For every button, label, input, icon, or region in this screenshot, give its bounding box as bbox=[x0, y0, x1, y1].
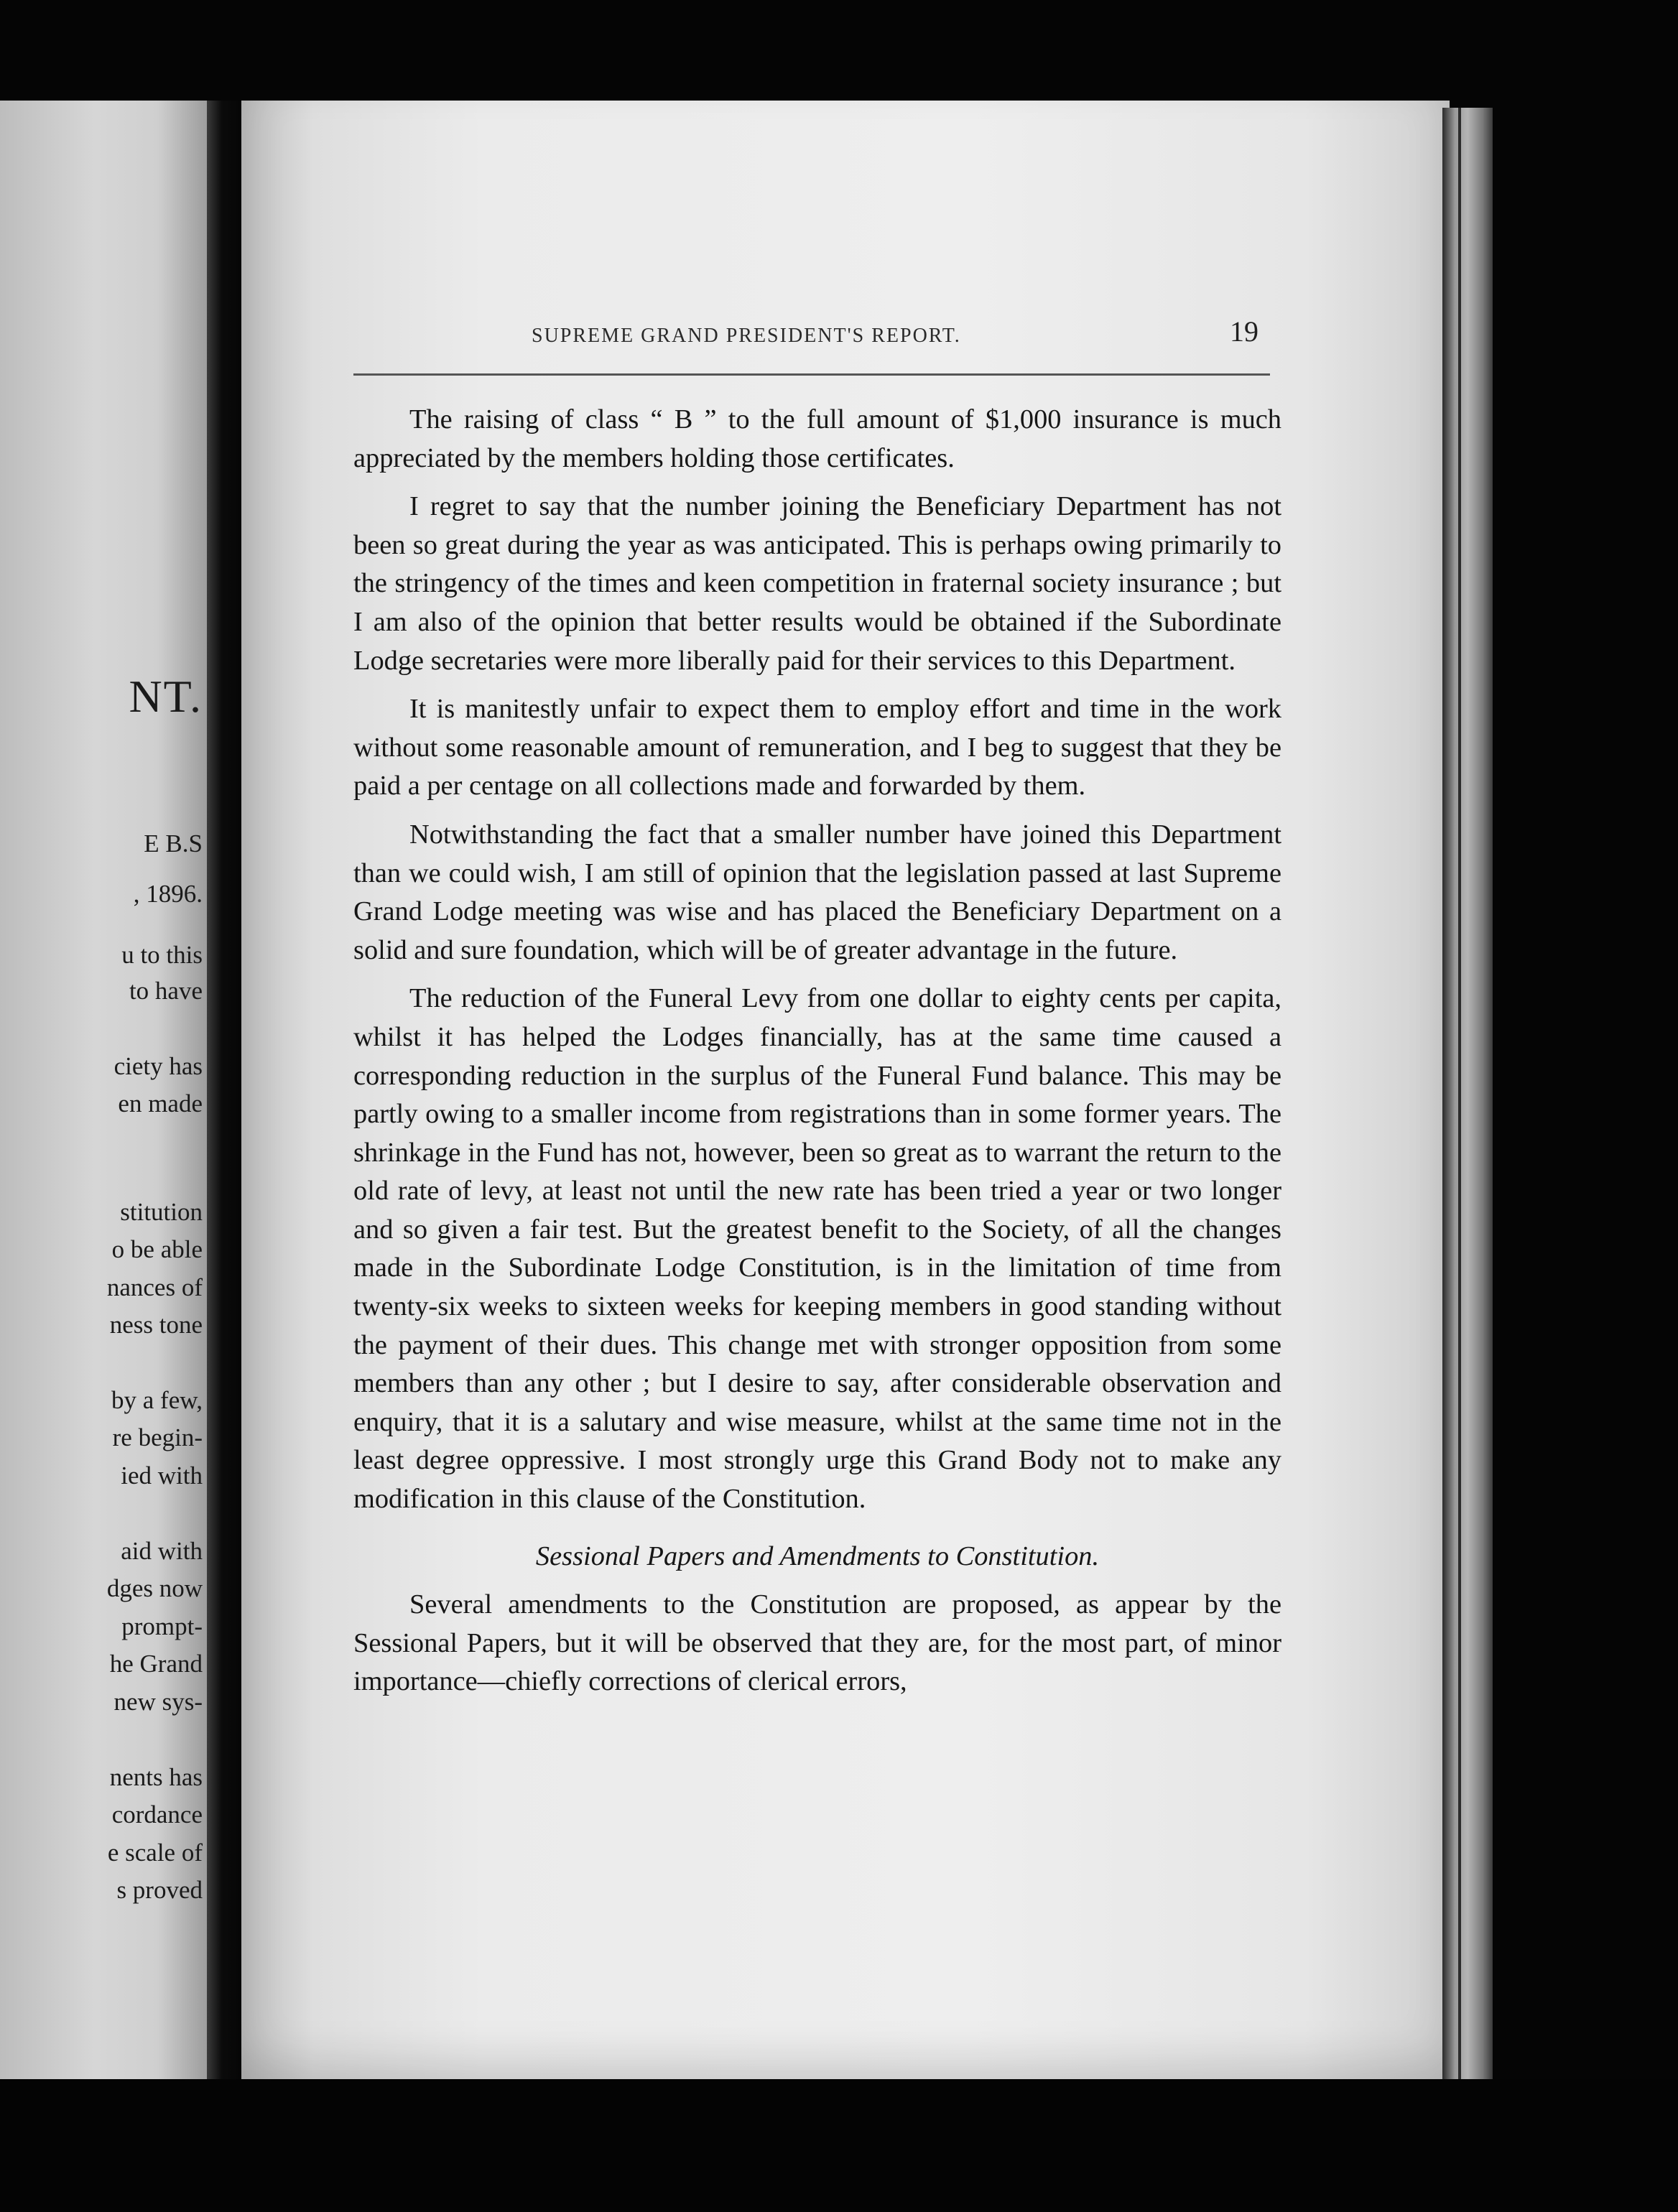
left-page-line: u to this bbox=[121, 941, 203, 969]
left-page-line: en made bbox=[118, 1089, 203, 1117]
paragraph: The reduction of the Funeral Levy from one dollar to eighty cents per capita, whilst it has helped the Lodges financially, has at the same time caused a corresponding reduction in the surplus of the Funeral Fund balance. This may be partly owing to a smaller income from registrations than in some former years. The shrinkage in the Fund has not, however, been so great as to warrant the return to the old rate of levy, at least not until the new rate has been tried a year or two longer and so given a fair test. But the greatest benefit to the Society, of all the changes made in the Subordinate Lodge Constitution, is in the limitation of time from twenty-six weeks to sixteen weeks for keeping members in good standing without the payment of their dues. This change met with stronger opposition from some members than any other ; but I desire to say, after considerable observation and enquiry, that it is a salutary and wise measure, whilst at the same time not in the least degree oppressive. I most strongly urge this Grand Body not to make any modification in this clause of the Constitution. bbox=[353, 983, 1281, 1515]
left-page-line: to have bbox=[129, 977, 203, 1005]
body-text bbox=[353, 401, 1281, 1711]
left-page-line: s proved bbox=[116, 1876, 203, 1904]
left-page-line: cordance bbox=[111, 1800, 203, 1828]
left-page-line: E B.S bbox=[144, 830, 203, 858]
left-page-line: , 1896. bbox=[133, 880, 203, 908]
scan-bottom-margin bbox=[0, 2079, 1678, 2212]
left-page-line: re begin- bbox=[112, 1423, 203, 1451]
left-page-line: ciety has bbox=[113, 1052, 203, 1080]
left-page-line: dges now bbox=[106, 1574, 203, 1602]
left-page-heading: NT. bbox=[129, 671, 203, 722]
book-gutter bbox=[207, 101, 244, 2090]
left-page-line: stitution bbox=[120, 1198, 203, 1226]
left-page-line: new sys- bbox=[113, 1688, 203, 1716]
header-rule bbox=[353, 373, 1270, 376]
paragraph: Several amendments to the Constitution are proposed, as appear by the Sessional Papers, but it will be observed that they are, for the most part, of minor importance—chiefly corrections of clerical errors, bbox=[353, 1589, 1281, 1697]
left-page-line: ied with bbox=[121, 1462, 203, 1490]
left-page-line: prompt- bbox=[121, 1612, 203, 1640]
running-head: SUPREME GRAND PRESIDENT'S REPORT. bbox=[532, 325, 961, 347]
left-page-line: nents has bbox=[109, 1763, 203, 1791]
page-edge bbox=[1442, 108, 1493, 2090]
paragraph: I regret to say that the number joining the Beneficiary Department has not been so great during the year as was anticipated. This is perhaps owing primarily to the stringency of the times and keen competition in fraternal society insurance ; but I am also of the opinion that better results would be obtained if the Subordinate Lodge secretaries were more liberally paid for their services to this Department. bbox=[353, 491, 1281, 676]
paragraph: It is manitestly unfair to expect them to employ effort and time in the work without some reasonable amount of remuneration, and I beg to suggest that they be paid a per centage on all collections made and forwarded by them. bbox=[353, 694, 1281, 801]
left-page-line: he Grand bbox=[109, 1650, 203, 1678]
left-page-line: aid with bbox=[121, 1537, 203, 1565]
paragraph: The raising of class “ B ” to the full amount of $1,000 insurance is much appreciated by the members holding those certificates. bbox=[353, 404, 1281, 473]
left-page-line: o be able bbox=[111, 1235, 203, 1263]
section-heading: Sessional Papers and Amendments to Constitution. bbox=[535, 1540, 1100, 1571]
left-page-line: nances of bbox=[106, 1273, 203, 1301]
left-page-line: ness tone bbox=[109, 1311, 203, 1339]
left-page-line: by a few, bbox=[111, 1386, 203, 1414]
left-facing-page bbox=[0, 101, 210, 2083]
left-page-line: e scale of bbox=[107, 1839, 203, 1867]
paragraph: Notwithstanding the fact that a smaller number have joined this Department than we could wish, I am still of opinion that the legislation passed at last Supreme Grand Lodge meeting was wise and has placed the Beneficiary Department on a solid and sure foundation, which will be of greater advantage in the future. bbox=[353, 819, 1281, 965]
page-number: 19 bbox=[1230, 315, 1258, 348]
